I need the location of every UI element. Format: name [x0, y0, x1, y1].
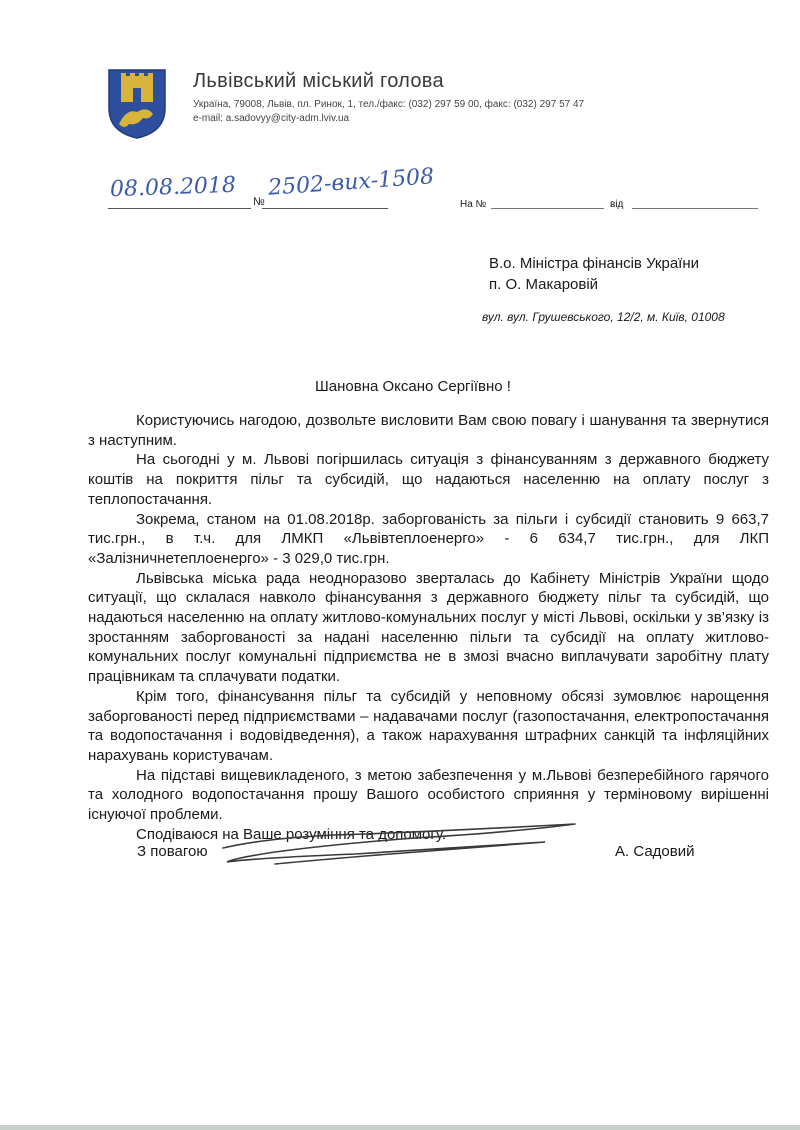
signer-name: А. Садовий [615, 843, 695, 860]
paragraph: Крім того, фінансування пільг та субсидій у неповному обсязі зумовлює нарощення заборгованості перед підприємствами – надавачами послуг (газопостачання, електропостачання та водопостачання і водовідведення), а також нарахування штрафних санкцій та інфляційних нарахувань користувачам. [88, 687, 769, 764]
number-label: № [253, 196, 265, 208]
reference-date-line [632, 208, 758, 209]
paragraph: Львівська міська рада неодноразово зверталась до Кабінету Міністрів України щодо ситуації, що склалася навколо фінансування з державного бюджету пільг та субсидій, що надаються населенню на оплату житлово-комунальних послуг у місті Львові, оскільки у зв’язку із зростанням заборгованості за надані населенню пільги та субсидії на оплату житлово-комунальних послуг комунальні підприємства не в змозі вчасно виплачувати заробітну плату працівникам та сплачувати податки. [88, 569, 769, 686]
paragraph: Сподіваюся на Ваше розуміння та допомогу. [136, 825, 447, 843]
paragraph: На сьогодні у м. Львові погіршилась ситуація з фінансуванням з державного бюджету коштів на покриття пільг та субсидій, що надаються населенню на оплату послуг з теплопостачання. [88, 451, 769, 508]
lviv-coat-of-arms-icon [107, 68, 167, 140]
reference-date-label: від [610, 199, 624, 210]
date-underline [108, 208, 251, 209]
paragraph: Користуючись нагодою, дозвольте висловити Вам свою повагу і шанування та звернутися з наступним. [88, 412, 769, 449]
reference-number-label: На № [460, 199, 487, 210]
organization-email: e-mail: a.sadovyy@city-adm.lviv.ua [193, 113, 350, 124]
reference-number-line [491, 208, 604, 209]
paragraph: Зокрема, станом на 01.08.2018р. заборгованість за пільги і субсидії становить 9 663,7 тис.грн., в т.ч. для ЛМКП «Львівтеплоенерго» - 6 634,7 тис.грн., для ЛКП «Залізничнетеплоенерго» - 3 029,0 тис.грн. [88, 510, 769, 567]
outgoing-number: 2502-вих-1508 [267, 164, 435, 201]
recipient-address: вул. вул. Грушевського, 12/2, м. Київ, 01008 [482, 310, 725, 324]
scan-bottom-edge [0, 1125, 800, 1130]
letter-body [88, 411, 769, 844]
paragraph: На підставі вищевикладеного, з метою забезпечення у м.Львові безперебійного гарячого та холодного водопостачання прошу Вашого особистого сприяння у терміновому вирішенні існуючої проблеми. [88, 766, 769, 824]
recipient-name: п. О. Макаровій [489, 276, 599, 293]
recipient-position: В.о. Міністра фінансів України [489, 255, 699, 272]
registration-date: 08.08.2018 [109, 172, 237, 203]
greeting: Шановна Оксано Сергіївно ! [315, 378, 511, 395]
handwritten-signature [215, 818, 585, 868]
organization-title: Львівський міський голова [193, 70, 444, 92]
number-underline [262, 208, 388, 209]
closing-regards: З повагою [137, 843, 208, 860]
organization-address: Україна, 79008, Львів, пл. Ринок, 1, тел./факс: (032) 297 59 00, факс: (032) 297 57 47 [193, 99, 585, 110]
